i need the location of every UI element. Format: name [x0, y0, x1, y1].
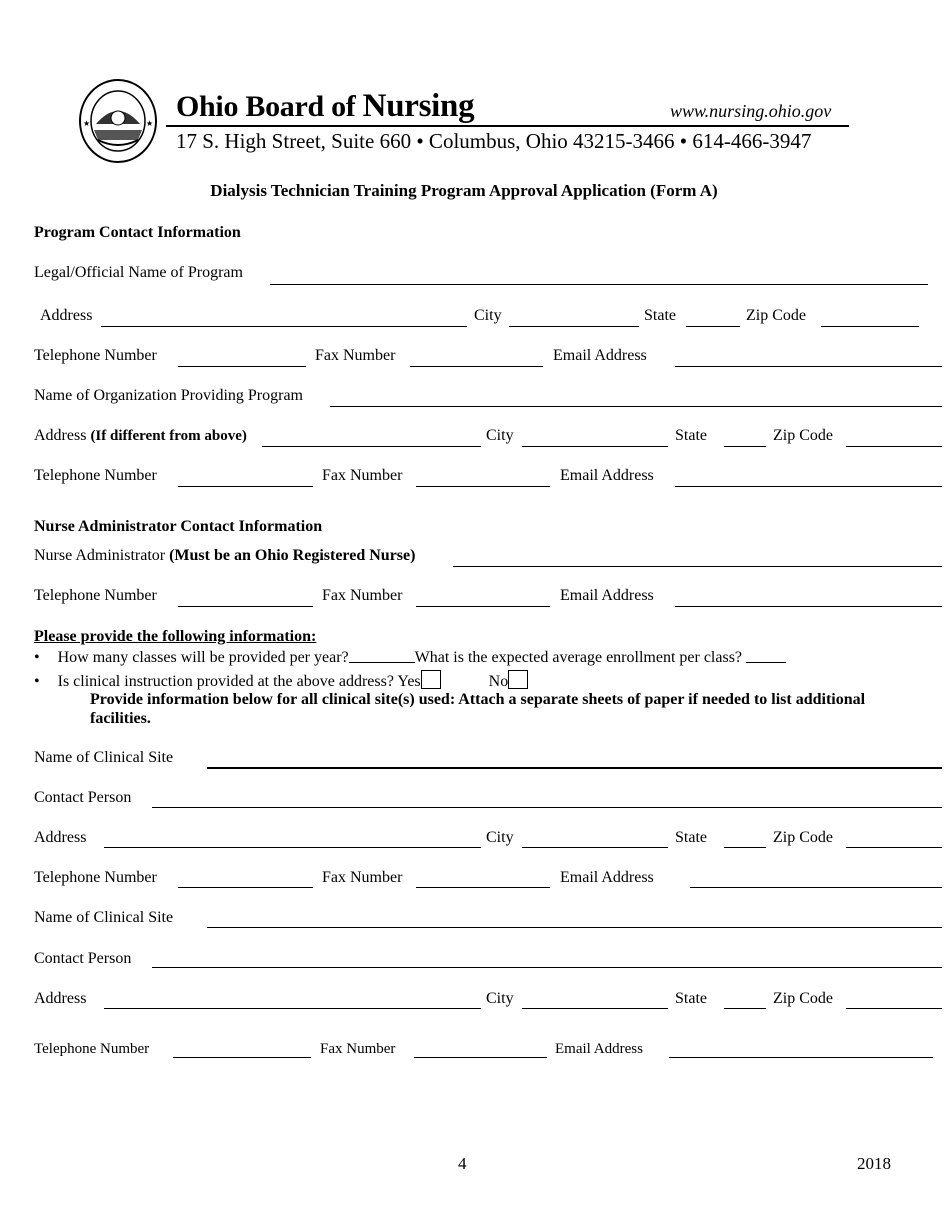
- zip-label: Zip Code: [746, 307, 806, 324]
- contact-person-2-label: Contact Person: [34, 950, 132, 967]
- fax-field[interactable]: [410, 366, 543, 367]
- board-address: 17 S. High Street, Suite 660 • Columbus, Ohio 43215-3466 • 614-466-3947: [176, 129, 812, 153]
- zip-field[interactable]: [821, 326, 919, 327]
- svg-text:★: ★: [83, 119, 91, 128]
- avg-enrollment-label: What is the expected average enrollment per class?: [414, 649, 743, 666]
- alt-address-label-text: Address: [34, 427, 87, 444]
- question-clinical-row: [34, 670, 528, 691]
- org-providing-field[interactable]: [330, 406, 942, 407]
- section-please-provide: Please provide the following information:: [34, 628, 317, 645]
- alt-state-label: State: [675, 427, 707, 444]
- site-1-city-field[interactable]: [522, 847, 668, 848]
- site-1-fax-field[interactable]: [416, 887, 550, 888]
- form-title: Dialysis Technician Training Program Approval Application (Form A): [210, 181, 718, 200]
- site-1-state-label: State: [675, 829, 707, 846]
- contact-person-1-label: Contact Person: [34, 789, 132, 806]
- alt-state-field[interactable]: [724, 446, 766, 447]
- clinical-site-1-label: Name of Clinical Site: [34, 749, 174, 766]
- section-nurse-admin-contact: Nurse Administrator Contact Information: [34, 518, 323, 535]
- clinical-site-2-field[interactable]: [207, 927, 942, 928]
- city-field[interactable]: [509, 326, 639, 327]
- no-checkbox[interactable]: [508, 670, 528, 689]
- state-label: State: [644, 307, 676, 324]
- admin-telephone-label: Telephone Number: [34, 587, 157, 604]
- site-1-email-field[interactable]: [690, 887, 942, 888]
- yes-label: Yes: [397, 673, 421, 690]
- clinical-site-1-field[interactable]: [207, 767, 942, 769]
- alt-email-field[interactable]: [675, 486, 942, 487]
- site-2-email-field[interactable]: [669, 1057, 933, 1058]
- bullet-dot: •: [34, 649, 40, 666]
- contact-person-2-field[interactable]: [152, 967, 942, 968]
- site-1-zip-field[interactable]: [846, 847, 942, 848]
- alt-address-field[interactable]: [262, 446, 481, 447]
- contact-person-1-field[interactable]: [152, 807, 942, 808]
- state-field[interactable]: [686, 326, 740, 327]
- alt-zip-field[interactable]: [846, 446, 942, 447]
- ohio-board-seal-icon: [78, 78, 158, 164]
- org-providing-label: Name of Organization Providing Program: [34, 387, 303, 404]
- legal-name-field[interactable]: [270, 284, 928, 285]
- legal-name-label: Legal/Official Name of Program: [34, 264, 243, 281]
- organization-name: [176, 88, 474, 125]
- admin-fax-label: Fax Number: [322, 587, 403, 604]
- site-2-fax-label: Fax Number: [320, 1041, 396, 1057]
- alt-fax-field[interactable]: [416, 486, 550, 487]
- admin-email-label: Email Address: [560, 587, 654, 604]
- clinical-site-note: Provide information below for all clinical site(s) used: Attach a separate sheets of paper if needed to list additional facilities.: [90, 691, 866, 727]
- svg-text:★: ★: [146, 119, 154, 128]
- alt-fax-label: Fax Number: [322, 467, 403, 484]
- site-1-state-field[interactable]: [724, 847, 766, 848]
- form-year: 2018: [857, 1154, 891, 1173]
- must-be-rn-note: (Must be an Ohio Registered Nurse): [169, 547, 416, 564]
- email-field[interactable]: [675, 366, 942, 367]
- site-1-email-label: Email Address: [560, 869, 654, 886]
- address-label: Address: [40, 307, 93, 324]
- organization-name-part1: Ohio Board of: [176, 90, 356, 123]
- alt-telephone-label: Telephone Number: [34, 467, 157, 484]
- site-2-city-label: City: [486, 990, 514, 1007]
- nurse-admin-label-text: Nurse Administrator: [34, 547, 166, 564]
- section-program-contact: Program Contact Information: [34, 224, 241, 241]
- telephone-label: Telephone Number: [34, 347, 157, 364]
- admin-telephone-field[interactable]: [178, 606, 313, 607]
- alt-zip-label: Zip Code: [773, 427, 833, 444]
- alt-email-label: Email Address: [560, 467, 654, 484]
- alt-city-field[interactable]: [522, 446, 668, 447]
- question-classes-row: [34, 649, 786, 667]
- classes-per-year-field[interactable]: [349, 650, 415, 663]
- site-2-fax-field[interactable]: [414, 1057, 547, 1058]
- site-2-city-field[interactable]: [522, 1008, 668, 1009]
- no-label: No: [488, 673, 509, 690]
- site-2-email-label: Email Address: [555, 1041, 643, 1057]
- classes-per-year-label: How many classes will be provided per year?: [57, 649, 349, 666]
- site-1-fax-label: Fax Number: [322, 869, 403, 886]
- admin-email-field[interactable]: [675, 606, 942, 607]
- alt-address-label: [34, 427, 247, 445]
- site-1-address-field[interactable]: [104, 847, 481, 848]
- site-1-address-label: Address: [34, 829, 87, 846]
- address-field[interactable]: [101, 326, 467, 327]
- alt-city-label: City: [486, 427, 514, 444]
- site-2-state-label: State: [675, 990, 707, 1007]
- organization-name-part2: Nursing: [362, 88, 475, 124]
- email-label: Email Address: [553, 347, 647, 364]
- site-2-state-field[interactable]: [724, 1008, 766, 1009]
- site-1-telephone-field[interactable]: [178, 887, 313, 888]
- site-2-telephone-label: Telephone Number: [34, 1041, 150, 1057]
- admin-fax-field[interactable]: [416, 606, 550, 607]
- site-1-telephone-label: Telephone Number: [34, 869, 157, 886]
- website-url[interactable]: www.nursing.ohio.gov: [670, 101, 832, 121]
- telephone-field[interactable]: [178, 366, 306, 367]
- site-1-city-label: City: [486, 829, 514, 846]
- site-1-zip-label: Zip Code: [773, 829, 833, 846]
- avg-enrollment-field[interactable]: [746, 650, 786, 663]
- bullet-dot: •: [34, 673, 40, 690]
- city-label: City: [474, 307, 502, 324]
- fax-label: Fax Number: [315, 347, 396, 364]
- site-2-telephone-field[interactable]: [173, 1057, 311, 1058]
- page-number: 4: [458, 1154, 467, 1173]
- if-different-note: (If different from above): [90, 428, 247, 444]
- nurse-admin-label: [34, 547, 415, 565]
- clinical-site-2-label: Name of Clinical Site: [34, 909, 174, 926]
- site-2-address-label: Address: [34, 990, 87, 1007]
- clinical-at-address-label: Is clinical instruction provided at the above address?: [57, 673, 394, 690]
- site-2-zip-field[interactable]: [846, 1008, 942, 1009]
- yes-checkbox[interactable]: [421, 670, 441, 689]
- site-2-zip-label: Zip Code: [773, 990, 833, 1007]
- alt-telephone-field[interactable]: [178, 486, 313, 487]
- header-rule: [166, 125, 849, 127]
- nurse-admin-field[interactable]: [453, 566, 942, 567]
- site-2-address-field[interactable]: [104, 1008, 481, 1009]
